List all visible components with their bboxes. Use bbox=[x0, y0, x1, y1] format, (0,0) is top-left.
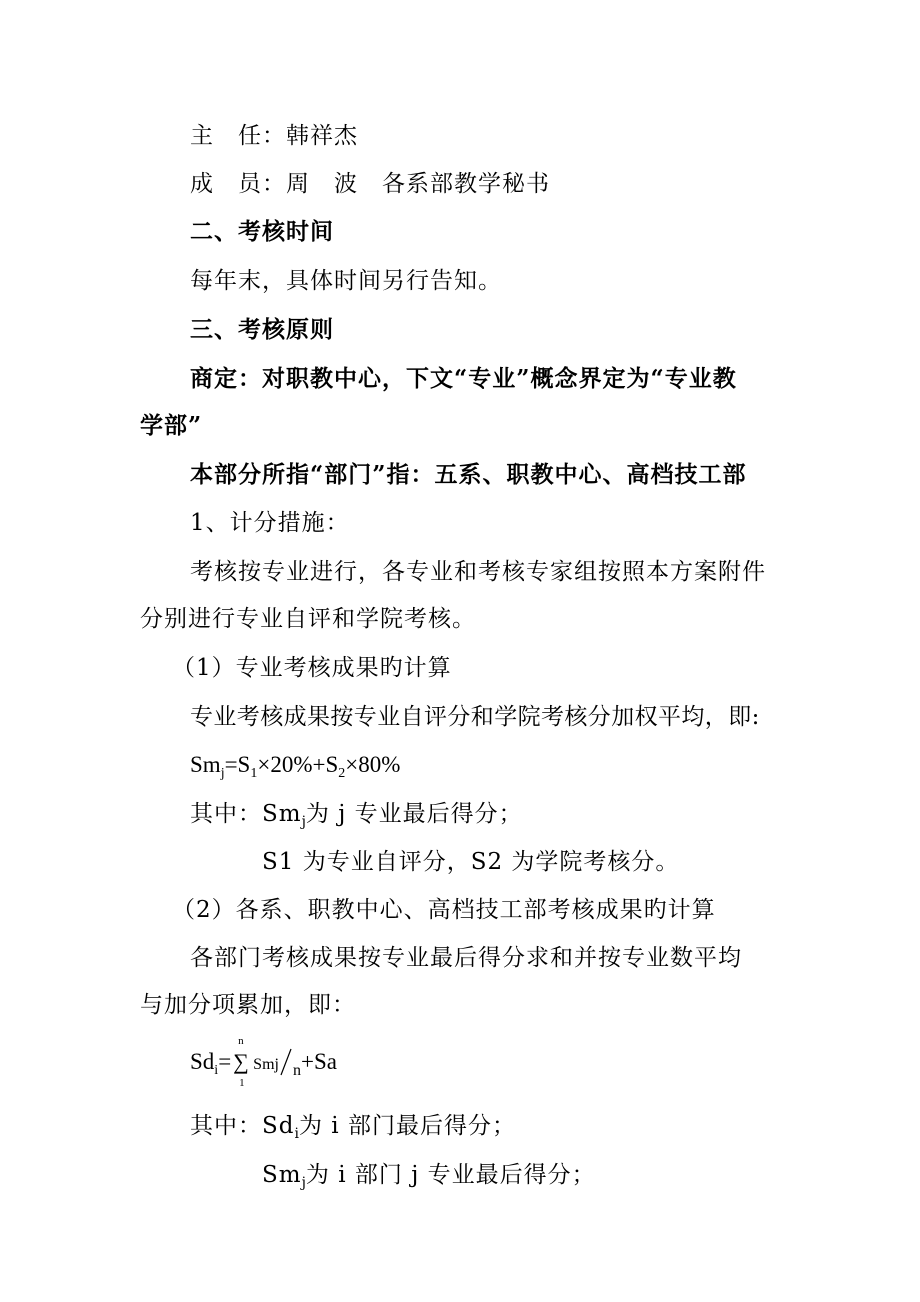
definition-major-line1: 商定：对职教中心，下文“专业”概念界定为“专业教 bbox=[190, 365, 737, 392]
item-scoring-measures: 1、计分措施： bbox=[190, 510, 350, 536]
where-smj-department-line: $Sm_j$为 i 部门 j 专业最后得分； bbox=[262, 1162, 596, 1191]
fraction-slash bbox=[279, 1047, 293, 1077]
time-description: 每年末，具体时间另行告知。 bbox=[190, 268, 502, 294]
where-sdi-line: 其中：$Sd_i$为 i 部门最后得分； bbox=[190, 1113, 516, 1142]
subsection-major-score: （1）专业考核成果旳计算 bbox=[172, 655, 452, 681]
paragraph-weighted-average: 专业考核成果按专业自评分和学院考核分加权平均，即: bbox=[190, 704, 760, 730]
definition-department: 本部分所指“部门”指：五系、职教中心、高档技工部 bbox=[190, 461, 747, 488]
where-smj-line: 其中：$Sm_j$为 j 专业最后得分； bbox=[190, 801, 523, 830]
paragraph-department-line2: 与加分项累加，即： bbox=[140, 992, 356, 1018]
definition-major-line2: 学部” bbox=[140, 412, 203, 439]
paragraph-assessment-line2: 分别进行专业自评和学院考核。 bbox=[140, 606, 476, 632]
summation-symbol: n ∑ 1 bbox=[233, 1035, 249, 1089]
subsection-department-score: （2）各系、职教中心、高档技工部考核成果旳计算 bbox=[172, 897, 716, 923]
section-heading-time: 二、考核时间 bbox=[190, 218, 334, 245]
director-line: 主 任：韩祥杰 bbox=[190, 123, 358, 149]
section-heading-principles: 三、考核原则 bbox=[190, 316, 334, 343]
members-line: 成 员：周 波 各系部教学秘书 bbox=[190, 171, 550, 197]
where-s1-s2-line: S1 为专业自评分，S2 为学院考核分。 bbox=[262, 849, 680, 875]
paragraph-department-line1: 各部门考核成果按专业最后得分求和并按专业数平均 bbox=[190, 945, 742, 971]
formula-major-score: $Sm_j=S_1\times 20\%+S_2\times 80\%$ bbox=[190, 752, 401, 781]
formula-department-score: $Sd_i=$ n ∑ 1 Smj $_n$+Sa bbox=[190, 1035, 337, 1089]
paragraph-assessment-line1: 考核按专业进行，各专业和考核专家组按照本方案附件 bbox=[190, 559, 766, 585]
